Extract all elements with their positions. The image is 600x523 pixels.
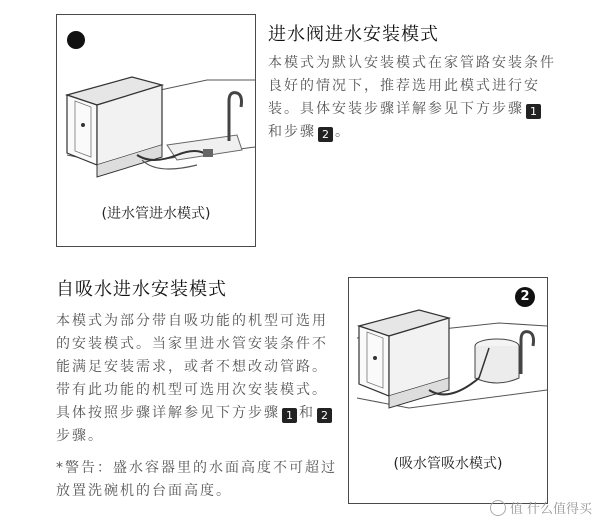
section-description-inlet-mode (268, 52, 558, 144)
watermark-logo-icon (490, 500, 506, 516)
description-text: 和 (299, 405, 315, 421)
step-2-badge: 2 (317, 408, 332, 423)
step-1-badge: 1 (526, 104, 541, 119)
description-text: 和步骤 (268, 124, 316, 140)
step-1-badge: 1 (282, 408, 297, 423)
section-title-self-suction-mode: 自吸水进水安装模式 (56, 279, 227, 300)
illustration-inlet-mode (56, 14, 256, 247)
illustration-caption: (进水管进水模式) (101, 206, 211, 222)
description-text: 本模式为默认安装模式在家管路安装条件良好的情况下，推荐选用此模式进行安装。具体安装步骤详解参见下方步骤 (268, 55, 556, 117)
watermark-text: 值 什么值得买 (509, 502, 592, 517)
section-title-inlet-mode: 进水阀进水安装模式 (268, 24, 439, 45)
step-marker-2: 2 (515, 287, 535, 307)
section-description-self-suction-mode (56, 310, 341, 448)
watermark (490, 498, 592, 517)
step-2-badge: 2 (318, 127, 333, 142)
description-text: 步骤。 (56, 428, 104, 444)
illustration-suction-mode (348, 277, 548, 504)
illustration-caption: (吸水管吸水模式) (393, 456, 503, 472)
warning-note: *警告：盛水容器里的水面高度不可超过放置洗碗机的台面高度。 (56, 460, 337, 499)
description-text: 本模式为部分带自吸功能的机型可选用的安装模式。当家里进水管安装条件不能满足安装需求，或者不想改动管路。带有此功能的机型可选用次安装模式。具体按照步骤详解参见下方步骤 (56, 313, 328, 421)
description-text: 。 (335, 124, 351, 140)
